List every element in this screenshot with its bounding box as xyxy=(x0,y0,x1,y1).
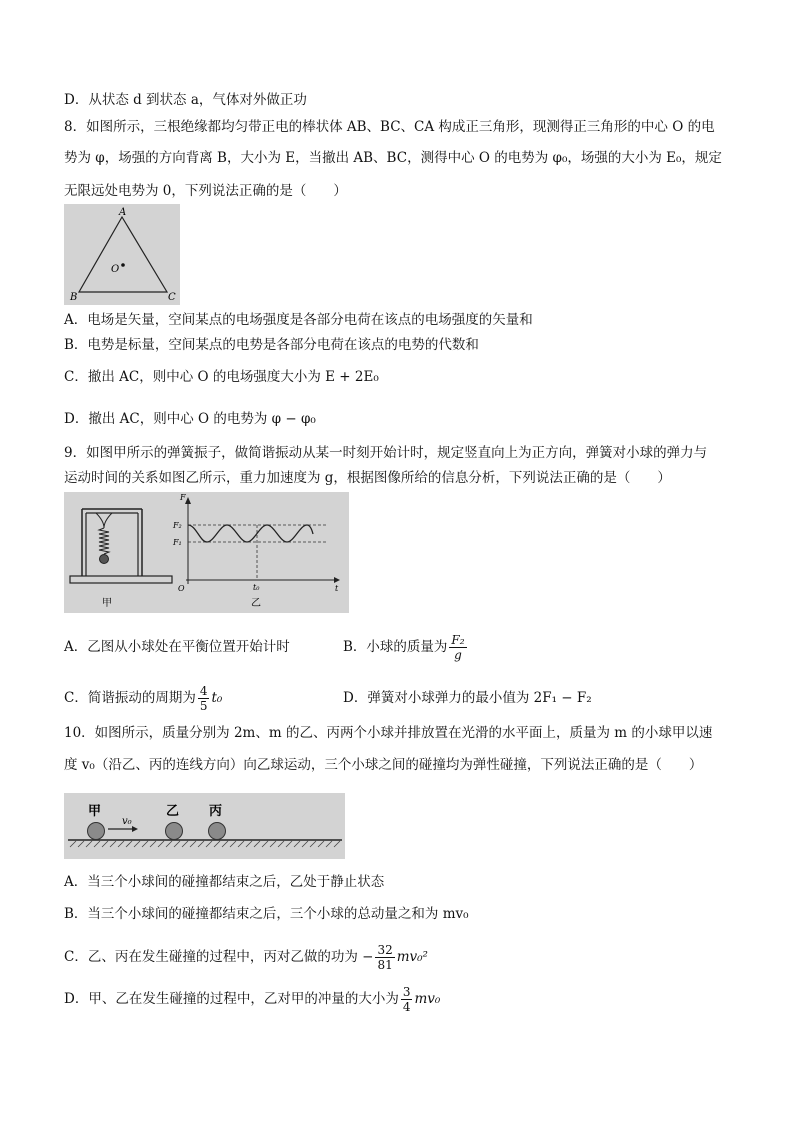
ball-jia-label: 甲 xyxy=(88,804,102,819)
q10-option-c-text: C．乙、丙在发生碰撞的过程中，丙对乙做的功为 − xyxy=(64,949,374,965)
q10-balls-figure xyxy=(64,793,345,859)
q10-option-c-suffix: mv₀² xyxy=(396,949,428,965)
q9-option-a: A．乙图从小球处在平衡位置开始计时 xyxy=(64,639,290,655)
force-curve xyxy=(188,525,313,542)
ball-jia xyxy=(88,823,105,840)
center-point-o xyxy=(121,263,125,267)
fraction-denominator: 4 xyxy=(402,1000,411,1014)
fraction-numerator: 4 xyxy=(199,684,208,698)
q8-triangle-figure xyxy=(64,204,180,305)
q8-stem-line1: 8．如图所示，三根绝缘都均匀带正电的棒状体 AB、BC、CA 构成正三角形，现测得正三角形的中心 O 的电 xyxy=(64,119,715,135)
q8-stem-line2: 势为 φ，场强的方向背离 B，大小为 E，当撤出 AB、BC，测得中心 O 的电势为 φ₀，场强的大小为 E₀，规定 xyxy=(64,150,722,166)
ground-hatching xyxy=(70,841,340,847)
q9-option-b-text: B．小球的质量为 xyxy=(343,639,448,655)
q9-option-b xyxy=(343,628,469,666)
q9-option-d: D．弹簧对小球弹力的最小值为 2F₁ − F₂ xyxy=(343,690,592,706)
fraction-numerator: 32 xyxy=(377,943,393,957)
ball-bing xyxy=(209,823,226,840)
q9-option-b-fraction xyxy=(449,633,466,662)
figure-yi-label: 乙 xyxy=(251,598,261,609)
q8-option-a: A．电场是矢量，空间某点的电场强度是各部分电荷在该点的电场强度的矢量和 xyxy=(64,312,533,328)
vertex-a-label: A xyxy=(119,207,127,218)
spring-oscillator-diagram xyxy=(64,492,349,613)
f-axis-label: F xyxy=(180,493,186,502)
q10-option-d-fraction xyxy=(401,985,413,1014)
q9-option-c xyxy=(64,679,222,717)
q9-stem-line2: 运动时间的关系如图乙所示，重力加速度为 g，根据图像所给的信息分析，下列说法正确的是（ ） xyxy=(64,470,671,486)
fraction-numerator: F₂ xyxy=(451,633,465,647)
q9-option-c-fraction xyxy=(198,684,210,713)
q10-option-b: B．当三个小球间的碰撞都结束之后，三个小球的总动量之和为 mv₀ xyxy=(64,906,469,922)
triangle-diagram xyxy=(64,204,180,305)
q10-stem-line1: 10．如图所示，质量分别为 2m、m 的乙、丙两个小球并排放置在光滑的水平面上，质量为 m 的小球甲以速 xyxy=(64,725,713,741)
ball-yi-label: 乙 xyxy=(166,804,180,819)
ball-yi xyxy=(166,823,183,840)
q8-option-b: B．电势是标量，空间某点的电势是各部分电荷在该点的电势的代数和 xyxy=(64,337,479,353)
q10-option-d xyxy=(64,980,440,1018)
q8-option-c: C．撤出 AC，则中心 O 的电场强度大小为 E + 2E₀ xyxy=(64,369,379,385)
figure-jia-label: 甲 xyxy=(102,598,112,609)
q8-stem-line3: 无限远处电势为 0，下列说法正确的是（ ） xyxy=(64,183,347,199)
q9-spring-figure xyxy=(64,492,349,613)
equilateral-triangle xyxy=(79,217,167,292)
fraction-numerator: 3 xyxy=(402,985,411,999)
q10-option-c xyxy=(64,938,428,976)
f1-label: F₁ xyxy=(173,538,182,547)
ball-bing-label: 丙 xyxy=(209,804,223,819)
vertex-c-label: C xyxy=(168,292,176,303)
fraction-denominator: g xyxy=(454,648,462,662)
fraction-denominator: 5 xyxy=(199,699,208,713)
q10-option-d-suffix: mv₀ xyxy=(414,991,441,1007)
q9-option-c-text: C．简谐振动的周期为 xyxy=(64,690,196,706)
t0-label: t₀ xyxy=(253,583,260,592)
q8-option-d: D．撤出 AC，则中心 O 的电势为 φ − φ₀ xyxy=(64,411,316,427)
f2-label: F₂ xyxy=(173,521,182,530)
stand-base xyxy=(70,576,172,583)
origin-label: O xyxy=(178,584,185,593)
center-o-label: O xyxy=(111,264,120,275)
fraction-denominator: 81 xyxy=(377,958,393,972)
q10-option-a: A．当三个小球间的碰撞都结束之后，乙处于静止状态 xyxy=(64,874,385,890)
oscillator-ball xyxy=(100,555,109,564)
q7-option-d: D．从状态 d 到状态 a，气体对外做正功 xyxy=(64,92,307,108)
q9-stem-line1: 9．如图甲所示的弹簧振子，做简谐振动从某一时刻开始计时，规定竖直向上为正方向，弹簧对小球的弹力与 xyxy=(64,445,708,461)
spring xyxy=(99,528,109,554)
vertex-b-label: B xyxy=(70,292,78,303)
q10-option-c-fraction xyxy=(375,943,394,972)
q9-option-c-suffix: t₀ xyxy=(211,690,223,706)
v0-label: v₀ xyxy=(122,816,132,827)
t-axis-label: t xyxy=(335,584,339,593)
q10-stem-line2: 度 v₀（沿乙、丙的连线方向）向乙球运动，三个小球之间的碰撞均为弹性碰撞，下列说法正确的是（ ） xyxy=(64,757,703,773)
three-balls-diagram xyxy=(64,793,345,859)
q10-option-d-text: D．甲、乙在发生碰撞的过程中，乙对甲的冲量的大小为 xyxy=(64,991,399,1007)
